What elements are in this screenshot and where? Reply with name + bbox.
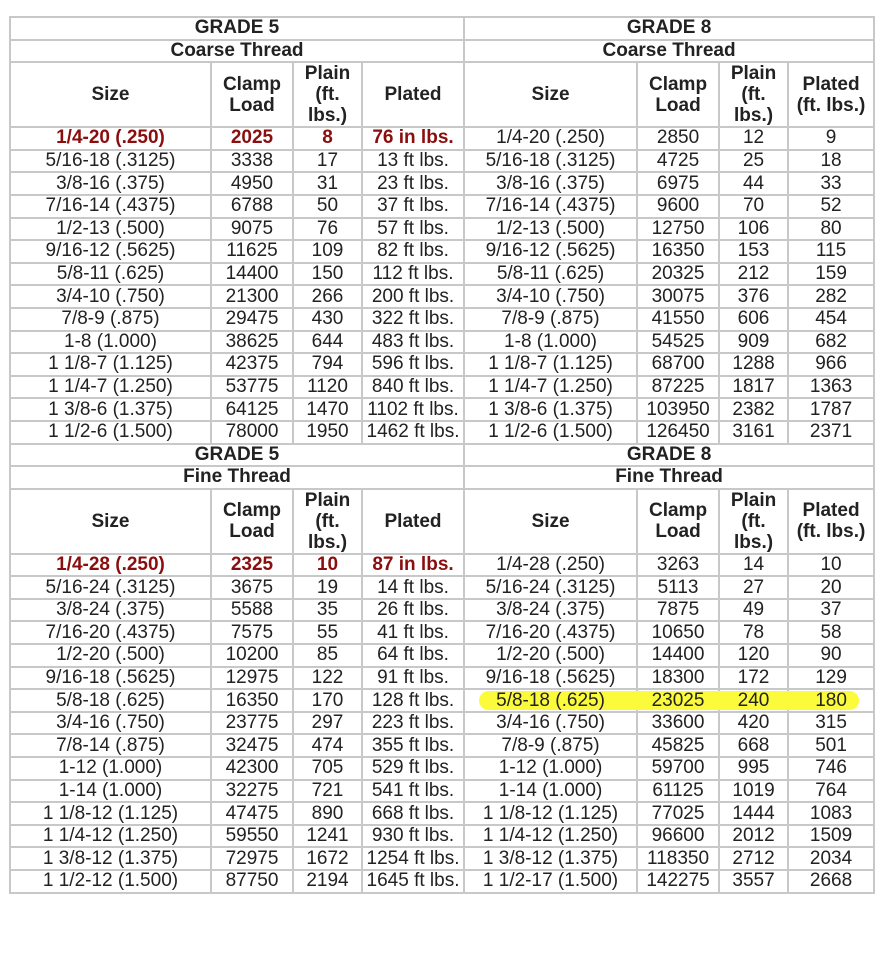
table-body bbox=[10, 17, 874, 893]
table-row bbox=[10, 870, 874, 893]
size-cell-grade8: 3/4-16 (.750) bbox=[464, 712, 637, 735]
size-cell-grade5: 1-14 (1.000) bbox=[10, 780, 211, 803]
size-cell-grade5: 3/4-16 (.750) bbox=[10, 712, 211, 735]
plated-cell-grade8: 52 bbox=[788, 195, 874, 218]
grade-title-left: GRADE 5 bbox=[10, 17, 464, 40]
size-cell-grade5: 5/16-24 (.3125) bbox=[10, 576, 211, 599]
plain-cell-grade8 bbox=[719, 689, 788, 712]
plated-cell-grade5: 223 ft lbs. bbox=[362, 712, 464, 735]
plain-cell-grade5: 170 bbox=[293, 689, 362, 712]
plated-cell-grade5: 355 ft lbs. bbox=[362, 734, 464, 757]
table-row bbox=[10, 127, 874, 150]
plated-cell-grade8: 80 bbox=[788, 218, 874, 241]
plain-cell-grade8: 78 bbox=[719, 621, 788, 644]
plain-header-left: Plain (ft. lbs.) bbox=[293, 62, 362, 127]
clamp-load-cell-grade8: 142275 bbox=[637, 870, 719, 893]
size-cell-grade8: 1/2-20 (.500) bbox=[464, 644, 637, 667]
thread-type-right: Coarse Thread bbox=[464, 40, 874, 63]
clamp-load-cell-grade8: 33600 bbox=[637, 712, 719, 735]
table-row bbox=[10, 398, 874, 421]
plain-cell-grade8: 2012 bbox=[719, 825, 788, 848]
plated-cell-grade8: 2034 bbox=[788, 847, 874, 870]
plain-cell-grade8: 25 bbox=[719, 150, 788, 173]
size-cell-grade5: 7/16-14 (.4375) bbox=[10, 195, 211, 218]
plain-cell-grade8: 1288 bbox=[719, 353, 788, 376]
size-header-left: Size bbox=[10, 62, 211, 127]
size-cell-grade8: 7/8-9 (.875) bbox=[464, 734, 637, 757]
size-cell-grade8: 1/4-20 (.250) bbox=[464, 127, 637, 150]
table-row bbox=[10, 667, 874, 690]
clamp-load-cell-grade8: 5113 bbox=[637, 576, 719, 599]
clamp-load-cell-grade8: 54525 bbox=[637, 331, 719, 354]
plated-cell-grade5: 37 ft lbs. bbox=[362, 195, 464, 218]
size-cell-grade5: 1 3/8-12 (1.375) bbox=[10, 847, 211, 870]
size-cell-grade5: 7/8-9 (.875) bbox=[10, 308, 211, 331]
size-cell-grade8: 1 1/8-7 (1.125) bbox=[464, 353, 637, 376]
column-header-row bbox=[10, 489, 874, 554]
plain-cell-grade5: 297 bbox=[293, 712, 362, 735]
size-cell-grade8: 1 1/2-17 (1.500) bbox=[464, 870, 637, 893]
plain-header-right: Plain (ft. lbs.) bbox=[719, 62, 788, 127]
plated-header-right: Plated (ft. lbs.) bbox=[788, 489, 874, 554]
size-cell-grade8: 1/2-13 (.500) bbox=[464, 218, 637, 241]
grade-title-right: GRADE 8 bbox=[464, 444, 874, 467]
plated-cell-grade8: 1363 bbox=[788, 376, 874, 399]
plain-cell-grade8: 668 bbox=[719, 734, 788, 757]
clamp-load-cell-grade5: 38625 bbox=[211, 331, 293, 354]
torque-spec-table bbox=[9, 16, 875, 894]
size-cell-grade5: 1/2-20 (.500) bbox=[10, 644, 211, 667]
plain-cell-grade8: 420 bbox=[719, 712, 788, 735]
plated-cell-grade5: 840 ft lbs. bbox=[362, 376, 464, 399]
table-row bbox=[10, 263, 874, 286]
size-cell-grade8: 1 3/8-6 (1.375) bbox=[464, 398, 637, 421]
plain-cell-grade5: 266 bbox=[293, 285, 362, 308]
clamp-load-cell-grade5: 42300 bbox=[211, 757, 293, 780]
plain-cell-grade5: 17 bbox=[293, 150, 362, 173]
plain-cell-grade5: 474 bbox=[293, 734, 362, 757]
plain-cell-grade8: 606 bbox=[719, 308, 788, 331]
plated-cell-grade8: 58 bbox=[788, 621, 874, 644]
plated-cell-grade5: 14 ft lbs. bbox=[362, 576, 464, 599]
size-cell-grade5: 5/8-18 (.625) bbox=[10, 689, 211, 712]
clamp-load-cell-grade8: 30075 bbox=[637, 285, 719, 308]
size-cell-grade8: 1 1/8-12 (1.125) bbox=[464, 802, 637, 825]
size-cell-grade8: 3/8-16 (.375) bbox=[464, 172, 637, 195]
size-cell-grade8: 5/16-18 (.3125) bbox=[464, 150, 637, 173]
plated-cell-grade5: 13 ft lbs. bbox=[362, 150, 464, 173]
size-cell-grade8: 5/8-11 (.625) bbox=[464, 263, 637, 286]
clamp-load-cell-grade8: 4725 bbox=[637, 150, 719, 173]
clamp-load-cell-grade5: 16350 bbox=[211, 689, 293, 712]
clamp-load-cell-grade5: 78000 bbox=[211, 421, 293, 444]
plain-cell-grade8: 376 bbox=[719, 285, 788, 308]
size-cell-grade5: 1/2-13 (.500) bbox=[10, 218, 211, 241]
plain-cell-grade5: 31 bbox=[293, 172, 362, 195]
plain-cell-grade8: 106 bbox=[719, 218, 788, 241]
clamp-load-cell-grade8: 126450 bbox=[637, 421, 719, 444]
clamp-load-cell-grade8: 45825 bbox=[637, 734, 719, 757]
table-row bbox=[10, 150, 874, 173]
table-row bbox=[10, 757, 874, 780]
size-cell-grade5: 1 1/8-7 (1.125) bbox=[10, 353, 211, 376]
clamp-load-cell-grade8: 10650 bbox=[637, 621, 719, 644]
plated-cell-grade5: 87 in lbs. bbox=[362, 554, 464, 577]
clamp-load-header-left: Clamp Load bbox=[211, 62, 293, 127]
size-header-left: Size bbox=[10, 489, 211, 554]
clamp-load-cell-grade8: 103950 bbox=[637, 398, 719, 421]
size-cell-grade5: 1 1/2-6 (1.500) bbox=[10, 421, 211, 444]
plain-cell-grade5: 8 bbox=[293, 127, 362, 150]
size-cell-grade5: 9/16-12 (.5625) bbox=[10, 240, 211, 263]
clamp-load-cell-grade5: 72975 bbox=[211, 847, 293, 870]
plated-cell-grade5: 112 ft lbs. bbox=[362, 263, 464, 286]
table-row bbox=[10, 353, 874, 376]
plain-cell-grade5: 19 bbox=[293, 576, 362, 599]
clamp-load-cell-grade8: 16350 bbox=[637, 240, 719, 263]
clamp-load-cell-grade8: 14400 bbox=[637, 644, 719, 667]
clamp-load-cell-grade8 bbox=[637, 689, 719, 712]
clamp-load-cell-grade5: 12975 bbox=[211, 667, 293, 690]
size-cell-grade5: 1-8 (1.000) bbox=[10, 331, 211, 354]
plain-cell-grade8: 212 bbox=[719, 263, 788, 286]
size-cell-grade5: 1/4-28 (.250) bbox=[10, 554, 211, 577]
column-header-row bbox=[10, 62, 874, 127]
size-cell-grade8: 5/16-24 (.3125) bbox=[464, 576, 637, 599]
grade-header-row bbox=[10, 17, 874, 40]
plain-cell-grade8: 49 bbox=[719, 599, 788, 622]
size-cell-grade8: 1-14 (1.000) bbox=[464, 780, 637, 803]
plated-header-right: Plated (ft. lbs.) bbox=[788, 62, 874, 127]
plain-cell-grade5: 1120 bbox=[293, 376, 362, 399]
size-cell-grade5: 1 1/4-7 (1.250) bbox=[10, 376, 211, 399]
clamp-load-cell-grade8: 9600 bbox=[637, 195, 719, 218]
plated-cell-grade8: 20 bbox=[788, 576, 874, 599]
plated-cell-grade8: 2371 bbox=[788, 421, 874, 444]
plain-cell-grade8: 153 bbox=[719, 240, 788, 263]
plated-cell-grade5: 1254 ft lbs. bbox=[362, 847, 464, 870]
plated-cell-grade8: 454 bbox=[788, 308, 874, 331]
plated-cell-grade8: 764 bbox=[788, 780, 874, 803]
plated-cell-grade5: 200 ft lbs. bbox=[362, 285, 464, 308]
clamp-load-cell-grade5: 5588 bbox=[211, 599, 293, 622]
size-cell-grade5: 3/8-24 (.375) bbox=[10, 599, 211, 622]
plain-cell-grade8: 44 bbox=[719, 172, 788, 195]
plated-cell-grade8: 129 bbox=[788, 667, 874, 690]
plated-header-left: Plated bbox=[362, 62, 464, 127]
plated-cell-grade5: 91 ft lbs. bbox=[362, 667, 464, 690]
plain-cell-grade5: 1950 bbox=[293, 421, 362, 444]
clamp-load-cell-grade5: 32275 bbox=[211, 780, 293, 803]
clamp-load-cell-grade5: 59550 bbox=[211, 825, 293, 848]
plain-cell-grade5: 150 bbox=[293, 263, 362, 286]
plated-cell-grade5: 668 ft lbs. bbox=[362, 802, 464, 825]
plain-cell-grade8: 1444 bbox=[719, 802, 788, 825]
plain-cell-grade5: 1241 bbox=[293, 825, 362, 848]
clamp-load-cell-grade8: 41550 bbox=[637, 308, 719, 331]
table-row bbox=[10, 825, 874, 848]
plain-cell-grade5: 721 bbox=[293, 780, 362, 803]
plated-cell-grade8: 501 bbox=[788, 734, 874, 757]
plain-cell-grade5: 50 bbox=[293, 195, 362, 218]
plated-cell-grade5: 26 ft lbs. bbox=[362, 599, 464, 622]
plain-cell-grade8: 3557 bbox=[719, 870, 788, 893]
plated-cell-grade5: 1645 ft lbs. bbox=[362, 870, 464, 893]
size-cell-grade5: 3/4-10 (.750) bbox=[10, 285, 211, 308]
thread-type-right: Fine Thread bbox=[464, 466, 874, 489]
grade-title-right: GRADE 8 bbox=[464, 17, 874, 40]
table-row bbox=[10, 780, 874, 803]
table-row bbox=[10, 218, 874, 241]
clamp-load-cell-grade8: 2850 bbox=[637, 127, 719, 150]
plated-cell-grade8: 282 bbox=[788, 285, 874, 308]
size-cell-grade8: 1/4-28 (.250) bbox=[464, 554, 637, 577]
clamp-load-cell-grade5: 21300 bbox=[211, 285, 293, 308]
size-cell-grade8: 7/16-14 (.4375) bbox=[464, 195, 637, 218]
clamp-load-cell-grade5: 6788 bbox=[211, 195, 293, 218]
plain-cell-grade5: 109 bbox=[293, 240, 362, 263]
clamp-load-cell-grade5: 2025 bbox=[211, 127, 293, 150]
plain-cell-grade8: 1817 bbox=[719, 376, 788, 399]
plain-cell-grade8: 70 bbox=[719, 195, 788, 218]
clamp-load-header-left: Clamp Load bbox=[211, 489, 293, 554]
thread-type-left: Fine Thread bbox=[10, 466, 464, 489]
plain-cell-grade5: 890 bbox=[293, 802, 362, 825]
plated-cell-grade8: 90 bbox=[788, 644, 874, 667]
table-row bbox=[10, 802, 874, 825]
size-cell-grade8: 9/16-12 (.5625) bbox=[464, 240, 637, 263]
plated-cell-grade5: 596 ft lbs. bbox=[362, 353, 464, 376]
plated-cell-grade8: 2668 bbox=[788, 870, 874, 893]
size-cell-grade8: 1 3/8-12 (1.375) bbox=[464, 847, 637, 870]
plated-cell-grade5: 930 ft lbs. bbox=[362, 825, 464, 848]
thread-type-row bbox=[10, 40, 874, 63]
clamp-load-cell-grade8: 77025 bbox=[637, 802, 719, 825]
clamp-load-header-right: Clamp Load bbox=[637, 489, 719, 554]
plated-cell-grade5: 82 ft lbs. bbox=[362, 240, 464, 263]
table-row bbox=[10, 376, 874, 399]
plain-cell-grade8: 14 bbox=[719, 554, 788, 577]
plated-cell-grade8: 115 bbox=[788, 240, 874, 263]
clamp-load-cell-grade5: 14400 bbox=[211, 263, 293, 286]
table-row bbox=[10, 576, 874, 599]
plated-cell-grade8: 315 bbox=[788, 712, 874, 735]
plain-cell-grade5: 2194 bbox=[293, 870, 362, 893]
plated-cell-grade8: 37 bbox=[788, 599, 874, 622]
size-header-right: Size bbox=[464, 489, 637, 554]
thread-type-left: Coarse Thread bbox=[10, 40, 464, 63]
clamp-load-cell-grade8: 59700 bbox=[637, 757, 719, 780]
size-cell-grade8: 3/8-24 (.375) bbox=[464, 599, 637, 622]
plated-cell-grade8: 682 bbox=[788, 331, 874, 354]
plated-cell-grade8: 1787 bbox=[788, 398, 874, 421]
size-cell-grade5: 1 1/8-12 (1.125) bbox=[10, 802, 211, 825]
clamp-load-cell-grade8: 20325 bbox=[637, 263, 719, 286]
plain-cell-grade5: 55 bbox=[293, 621, 362, 644]
plated-cell-grade5: 128 ft lbs. bbox=[362, 689, 464, 712]
thread-type-row bbox=[10, 466, 874, 489]
plain-cell-grade5: 644 bbox=[293, 331, 362, 354]
clamp-load-cell-grade5: 47475 bbox=[211, 802, 293, 825]
plated-cell-grade5: 76 in lbs. bbox=[362, 127, 464, 150]
size-cell-grade8: 1 1/2-6 (1.500) bbox=[464, 421, 637, 444]
highlighted-value: 180 bbox=[815, 689, 847, 711]
size-cell-grade8: 1 1/4-7 (1.250) bbox=[464, 376, 637, 399]
clamp-load-cell-grade5: 11625 bbox=[211, 240, 293, 263]
plated-cell-grade5: 41 ft lbs. bbox=[362, 621, 464, 644]
plated-cell-grade5: 322 ft lbs. bbox=[362, 308, 464, 331]
clamp-load-cell-grade8: 12750 bbox=[637, 218, 719, 241]
plated-cell-grade5: 541 ft lbs. bbox=[362, 780, 464, 803]
plain-cell-grade5: 430 bbox=[293, 308, 362, 331]
table-row bbox=[10, 689, 874, 712]
table-row bbox=[10, 172, 874, 195]
grade-title-left: GRADE 5 bbox=[10, 444, 464, 467]
plain-cell-grade5: 705 bbox=[293, 757, 362, 780]
clamp-load-cell-grade5: 64125 bbox=[211, 398, 293, 421]
plain-cell-grade8: 120 bbox=[719, 644, 788, 667]
plated-cell-grade8: 10 bbox=[788, 554, 874, 577]
plain-cell-grade5: 35 bbox=[293, 599, 362, 622]
plain-cell-grade5: 1470 bbox=[293, 398, 362, 421]
size-header-right: Size bbox=[464, 62, 637, 127]
table-row bbox=[10, 734, 874, 757]
clamp-load-cell-grade8: 118350 bbox=[637, 847, 719, 870]
clamp-load-cell-grade5: 9075 bbox=[211, 218, 293, 241]
size-cell-grade8: 1 1/4-12 (1.250) bbox=[464, 825, 637, 848]
plain-cell-grade5: 10 bbox=[293, 554, 362, 577]
clamp-load-cell-grade5: 29475 bbox=[211, 308, 293, 331]
table-row bbox=[10, 644, 874, 667]
plain-cell-grade8: 2382 bbox=[719, 398, 788, 421]
size-cell-grade5: 1 1/2-12 (1.500) bbox=[10, 870, 211, 893]
plated-cell-grade8: 746 bbox=[788, 757, 874, 780]
table-row bbox=[10, 421, 874, 444]
plain-cell-grade5: 85 bbox=[293, 644, 362, 667]
plain-header-right: Plain (ft. lbs.) bbox=[719, 489, 788, 554]
plated-cell-grade5: 64 ft lbs. bbox=[362, 644, 464, 667]
plated-cell-grade8: 18 bbox=[788, 150, 874, 173]
size-cell-grade8: 9/16-18 (.5625) bbox=[464, 667, 637, 690]
plated-cell-grade8: 9 bbox=[788, 127, 874, 150]
clamp-load-cell-grade8: 68700 bbox=[637, 353, 719, 376]
size-cell-grade5: 5/8-11 (.625) bbox=[10, 263, 211, 286]
table-row bbox=[10, 554, 874, 577]
clamp-load-header-right: Clamp Load bbox=[637, 62, 719, 127]
clamp-load-cell-grade5: 23775 bbox=[211, 712, 293, 735]
size-cell-grade5: 7/16-20 (.4375) bbox=[10, 621, 211, 644]
plain-cell-grade5: 122 bbox=[293, 667, 362, 690]
plain-cell-grade5: 794 bbox=[293, 353, 362, 376]
table-row bbox=[10, 240, 874, 263]
clamp-load-cell-grade8: 6975 bbox=[637, 172, 719, 195]
clamp-load-cell-grade8: 3263 bbox=[637, 554, 719, 577]
plated-cell-grade5: 1462 ft lbs. bbox=[362, 421, 464, 444]
clamp-load-cell-grade5: 42375 bbox=[211, 353, 293, 376]
grade-header-row bbox=[10, 444, 874, 467]
size-cell-grade5: 5/16-18 (.3125) bbox=[10, 150, 211, 173]
clamp-load-cell-grade5: 32475 bbox=[211, 734, 293, 757]
size-cell-grade5: 1-12 (1.000) bbox=[10, 757, 211, 780]
plain-cell-grade8: 12 bbox=[719, 127, 788, 150]
plated-cell-grade8: 966 bbox=[788, 353, 874, 376]
clamp-load-cell-grade5: 87750 bbox=[211, 870, 293, 893]
plated-cell-grade8 bbox=[788, 689, 874, 712]
plated-cell-grade8: 33 bbox=[788, 172, 874, 195]
plated-cell-grade5: 483 ft lbs. bbox=[362, 331, 464, 354]
clamp-load-cell-grade5: 3338 bbox=[211, 150, 293, 173]
clamp-load-cell-grade5: 2325 bbox=[211, 554, 293, 577]
size-cell-grade8 bbox=[464, 689, 637, 712]
clamp-load-cell-grade5: 3675 bbox=[211, 576, 293, 599]
plain-cell-grade5: 1672 bbox=[293, 847, 362, 870]
size-cell-grade5: 1 1/4-12 (1.250) bbox=[10, 825, 211, 848]
plain-cell-grade8: 1019 bbox=[719, 780, 788, 803]
plated-cell-grade8: 1083 bbox=[788, 802, 874, 825]
plain-cell-grade8: 2712 bbox=[719, 847, 788, 870]
table-row bbox=[10, 621, 874, 644]
plain-cell-grade8: 909 bbox=[719, 331, 788, 354]
table-row bbox=[10, 285, 874, 308]
plated-cell-grade8: 1509 bbox=[788, 825, 874, 848]
clamp-load-cell-grade8: 96600 bbox=[637, 825, 719, 848]
clamp-load-cell-grade8: 87225 bbox=[637, 376, 719, 399]
plated-cell-grade5: 23 ft lbs. bbox=[362, 172, 464, 195]
table-row bbox=[10, 847, 874, 870]
highlighted-value: 5/8-18 (.625) bbox=[496, 689, 605, 711]
table-row bbox=[10, 599, 874, 622]
clamp-load-cell-grade8: 18300 bbox=[637, 667, 719, 690]
table-row bbox=[10, 195, 874, 218]
size-cell-grade8: 3/4-10 (.750) bbox=[464, 285, 637, 308]
table-row bbox=[10, 308, 874, 331]
size-cell-grade5: 9/16-18 (.5625) bbox=[10, 667, 211, 690]
plain-cell-grade8: 3161 bbox=[719, 421, 788, 444]
size-cell-grade8: 1-8 (1.000) bbox=[464, 331, 637, 354]
size-cell-grade5: 3/8-16 (.375) bbox=[10, 172, 211, 195]
highlighted-value: 240 bbox=[737, 689, 770, 711]
size-cell-grade5: 1/4-20 (.250) bbox=[10, 127, 211, 150]
table-row bbox=[10, 712, 874, 735]
plated-cell-grade5: 529 ft lbs. bbox=[362, 757, 464, 780]
plain-cell-grade8: 995 bbox=[719, 757, 788, 780]
size-cell-grade5: 7/8-14 (.875) bbox=[10, 734, 211, 757]
clamp-load-cell-grade5: 7575 bbox=[211, 621, 293, 644]
size-cell-grade8: 7/8-9 (.875) bbox=[464, 308, 637, 331]
plated-cell-grade5: 57 ft lbs. bbox=[362, 218, 464, 241]
plated-cell-grade5: 1102 ft lbs. bbox=[362, 398, 464, 421]
plain-cell-grade8: 27 bbox=[719, 576, 788, 599]
plain-header-left: Plain (ft. lbs.) bbox=[293, 489, 362, 554]
clamp-load-cell-grade5: 4950 bbox=[211, 172, 293, 195]
clamp-load-cell-grade8: 7875 bbox=[637, 599, 719, 622]
plain-cell-grade8: 172 bbox=[719, 667, 788, 690]
plated-header-left: Plated bbox=[362, 489, 464, 554]
size-cell-grade5: 1 3/8-6 (1.375) bbox=[10, 398, 211, 421]
table-row bbox=[10, 331, 874, 354]
clamp-load-cell-grade5: 10200 bbox=[211, 644, 293, 667]
plated-cell-grade8: 159 bbox=[788, 263, 874, 286]
size-cell-grade8: 7/16-20 (.4375) bbox=[464, 621, 637, 644]
size-cell-grade8: 1-12 (1.000) bbox=[464, 757, 637, 780]
highlighted-value: 23025 bbox=[651, 689, 705, 711]
clamp-load-cell-grade8: 61125 bbox=[637, 780, 719, 803]
clamp-load-cell-grade5: 53775 bbox=[211, 376, 293, 399]
plain-cell-grade5: 76 bbox=[293, 218, 362, 241]
